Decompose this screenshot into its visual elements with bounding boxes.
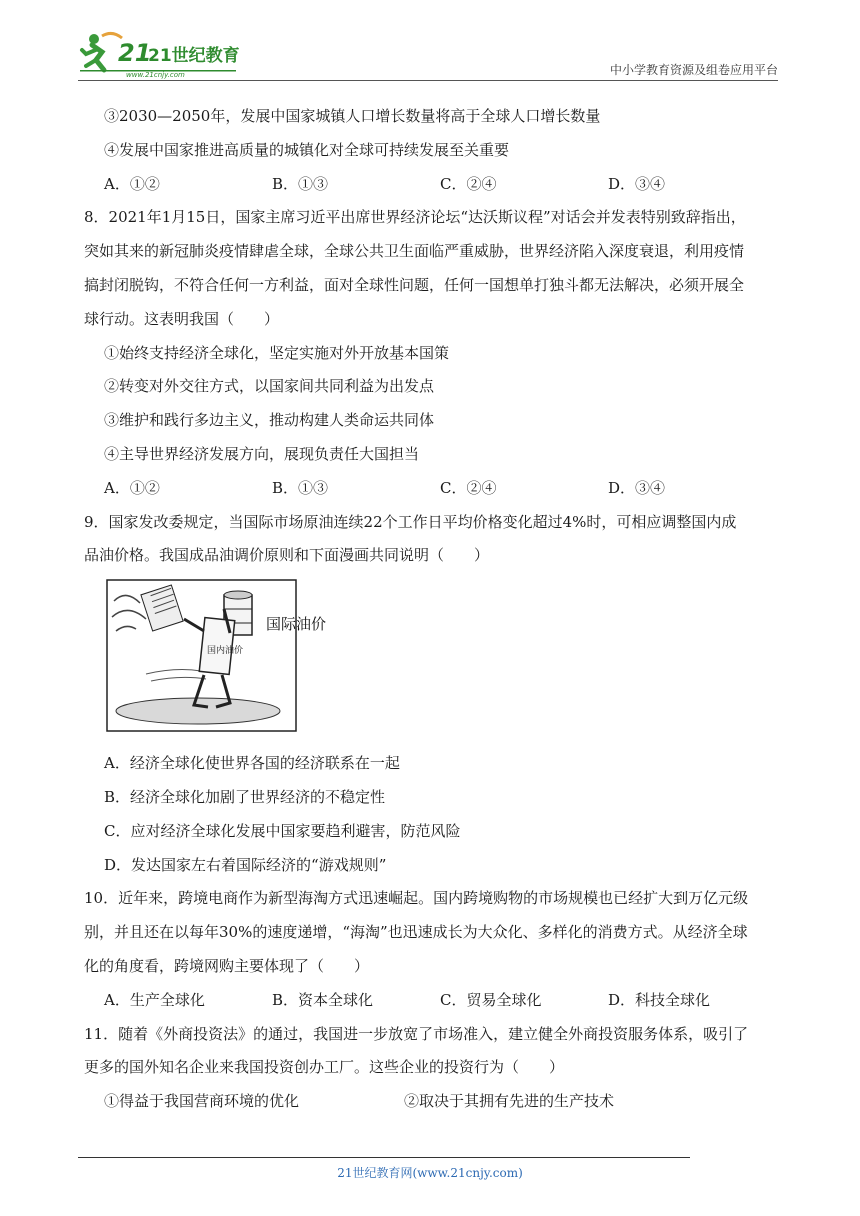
q8-choices: [84, 472, 784, 506]
q11-stem-line: 更多的国外知名企业来我国投资创办工厂。这些企业的投资行为（ ）: [84, 1058, 565, 1077]
q10-stem-line: 化的角度看，跨境网购主要体现了（ ）: [84, 956, 370, 975]
platform-name: 中小学教育资源及组卷应用平台: [609, 63, 778, 77]
q7-choice-c[interactable]: C．②④: [440, 174, 497, 193]
cartoon-label: 国际油价: [266, 615, 327, 634]
footer-link[interactable]: 21世纪教育网(www.21cnjy.com): [337, 1166, 523, 1180]
header-divider: [78, 80, 778, 81]
q8-option-4: ④主导世界经济发展方向，展现负责任大国担当: [104, 444, 420, 463]
svg-text:21世纪教育: 21世纪教育: [148, 46, 240, 66]
svg-text:www.21cnjy.com: www.21cnjy.com: [126, 71, 185, 79]
q8-choice-d[interactable]: D．③④: [608, 478, 666, 497]
q10-choice-c[interactable]: C．贸易全球化: [440, 990, 542, 1009]
q8-option-2: ②转变对外交往方式，以国家间共同利益为出发点: [104, 377, 435, 396]
q9-figure-area: [84, 573, 784, 747]
footer-divider: [78, 1157, 690, 1158]
q10-stem-line: 10．近年来，跨境电商作为新型海淘方式迅速崛起。国内跨境购物的市场规模也已经扩大到万亿元级: [84, 889, 749, 908]
q8-option-3: ③维护和践行多边主义，推动构建人类命运共同体: [104, 411, 435, 430]
q7-choice-b[interactable]: B．①③: [272, 174, 329, 193]
q7-choices: [84, 168, 784, 202]
oil-price-cartoon: [106, 579, 327, 732]
runner-logo-icon: [78, 30, 238, 78]
q7-option-4: ④发展中国家推进高质量的城镇化对全球可持续发展至关重要: [104, 140, 510, 159]
q8-choice-a[interactable]: A．①②: [104, 478, 160, 497]
q9-option-a[interactable]: A．经济全球化使世界各国的经济联系在一起: [104, 754, 400, 773]
q7-option-3: ③2030—2050年，发展中国家城镇人口增长数量将高于全球人口增长数量: [104, 107, 601, 125]
q11-options: [84, 1085, 784, 1119]
page-header: [78, 30, 778, 82]
q9-option-c[interactable]: C．应对经济全球化发展中国家要趋利避害，防范风险: [104, 821, 461, 840]
q8-choice-b[interactable]: B．①③: [272, 478, 329, 497]
q8-stem-line: 突如其来的新冠肺炎疫情肆虐全球，全球公共卫生面临严重威胁，世界经济陷入深度衰退，利用疫情: [84, 242, 745, 261]
q8-choice-c[interactable]: C．②④: [440, 478, 497, 497]
question-content: [84, 100, 784, 1119]
svg-text:21: 21: [118, 39, 152, 67]
q7-choice-d[interactable]: D．③④: [608, 174, 666, 193]
q9-option-d[interactable]: D．发达国家左右着国际经济的“游戏规则”: [104, 855, 387, 874]
q10-choice-d[interactable]: D．科技全球化: [608, 990, 711, 1009]
q9-stem-line: 9．国家发改委规定，当国际市场原油连续22个工作日平均价格变化超过4%时，可相应调整国内成: [84, 512, 737, 531]
q10-choice-b[interactable]: B．资本全球化: [272, 990, 374, 1009]
q10-stem-line: 别，并且还在以每年30%的速度递增，“海淘”也迅速成长为大众化、多样化的消费方式。从经济全球: [84, 923, 748, 942]
q11-option-2: ②取决于其拥有先进的生产技术: [404, 1092, 615, 1111]
brand-logo: [78, 30, 238, 78]
q10-choice-a[interactable]: A．生产全球化: [104, 990, 205, 1009]
q11-stem-line: 11．随着《外商投资法》的通过，我国进一步放宽了市场准入，建立健全外商投资服务体系，吸引了: [84, 1024, 749, 1043]
q7-choice-a[interactable]: A．①②: [104, 174, 160, 193]
q11-option-1: ①得益于我国营商环境的优化: [104, 1092, 300, 1111]
svg-text:国内油价: 国内油价: [207, 646, 244, 657]
q9-stem-line: 品油价格。我国成品油调价原则和下面漫画共同说明（ ）: [84, 546, 490, 565]
q8-stem-line: 8．2021年1月15日，国家主席习近平出席世界经济论坛“达沃斯议程”对话会并发表特别致辞指出，: [84, 208, 746, 227]
q8-stem-line: 球行动。这表明我国（ ）: [84, 309, 280, 328]
q9-option-b[interactable]: B．经济全球化加剧了世界经济的不稳定性: [104, 787, 386, 806]
q8-option-1: ①始终支持经济全球化，坚定实施对外开放基本国策: [104, 343, 450, 362]
q10-choices: [84, 984, 784, 1018]
q8-stem-line: 搞封闭脱钩，不符合任何一方利益，面对全球性问题，任何一国想单打独斗都无法解决，必须开展全: [84, 275, 745, 294]
